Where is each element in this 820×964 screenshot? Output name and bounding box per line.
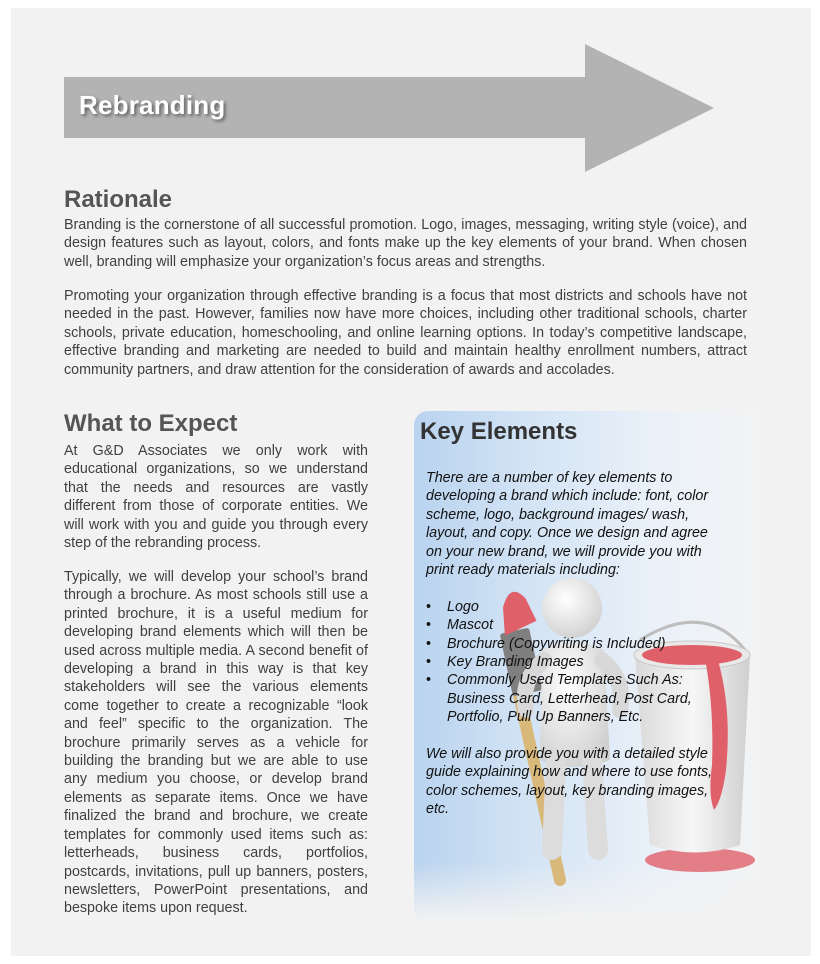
list-item: • Brochure (Copywriting is Included)	[426, 635, 726, 653]
key-elements-intro: There are a number of key elements to developing a brand which include: font, color scheme, logo, background images/ wash, layout, and copy. Once we design and agree on your new brand, we will provide you with print ready materials including:	[426, 470, 709, 579]
key-elements-heading: Key Elements	[420, 418, 578, 445]
key-elements-outro: We will also provide you with a detailed style guide explaining how and where to use fonts, color schemes, layout, key branding images, etc.	[426, 746, 713, 818]
list-item: • Commonly Used Templates Such As: Business Card, Letterhead, Post Card, Portfolio, Pull Up Banners, Etc.	[426, 671, 726, 726]
rationale-paragraph-1: Branding is the cornerstone of all successful promotion. Logo, images, messaging, writing style (voice), and design features such as layout, colors, and fonts make up the key elements of your brand. When chosen well, branding will emphasize your organization’s focus areas and strengths.	[64, 217, 747, 270]
list-item: • Mascot	[426, 616, 726, 634]
rationale-paragraph-2: Promoting your organization through effective branding is a focus that most districts and schools have not needed in the past. However, families now have more choices, including other traditional schools, charter schools, private education, homeschooling, and online learning options. In today’s competitive landscape, effective branding and marketing are needed to build and maintain healthy enrollment numbers, attract community partners, and draw attention for the consideration of awards and accolades.	[64, 288, 747, 378]
rationale-heading: Rationale	[64, 186, 173, 213]
what-to-expect-paragraph-2: Typically, we will develop your school’s brand through a brochure. As most schools still use a printed brochure, it is a useful medium for developing brand elements which will then be used across multiple media. A second benefit of developing a brand in this way is that key stakeholders will see the various elements come together to create a recognizable “look and feel” specific to the organization. The brochure primarily serves as a vehicle for building the branding but we are able to use any medium you choose, or develop brand elements as separate items. Once we have finalized the brand and brochure, we create templates for commonly used items such as: letterheads, business cards, portfolios, postcards, invitations, pull up banners, posters, newsletters, PowerPoint presentations, and bespoke items upon request.	[64, 569, 368, 917]
list-item: • Key Branding Images	[426, 653, 726, 671]
page-title: Rebranding	[79, 90, 226, 120]
key-elements-content	[426, 469, 726, 837]
what-to-expect-paragraph-1: At G&D Associates we only work with educational organizations, so we understand that the needs and resources are vastly different from those of corporate entities. We will work with you and guide you through every step of the rebranding process.	[64, 443, 368, 552]
key-elements-list	[426, 598, 726, 727]
what-to-expect-heading: What to Expect	[64, 410, 238, 437]
list-item: • Logo	[426, 598, 726, 616]
